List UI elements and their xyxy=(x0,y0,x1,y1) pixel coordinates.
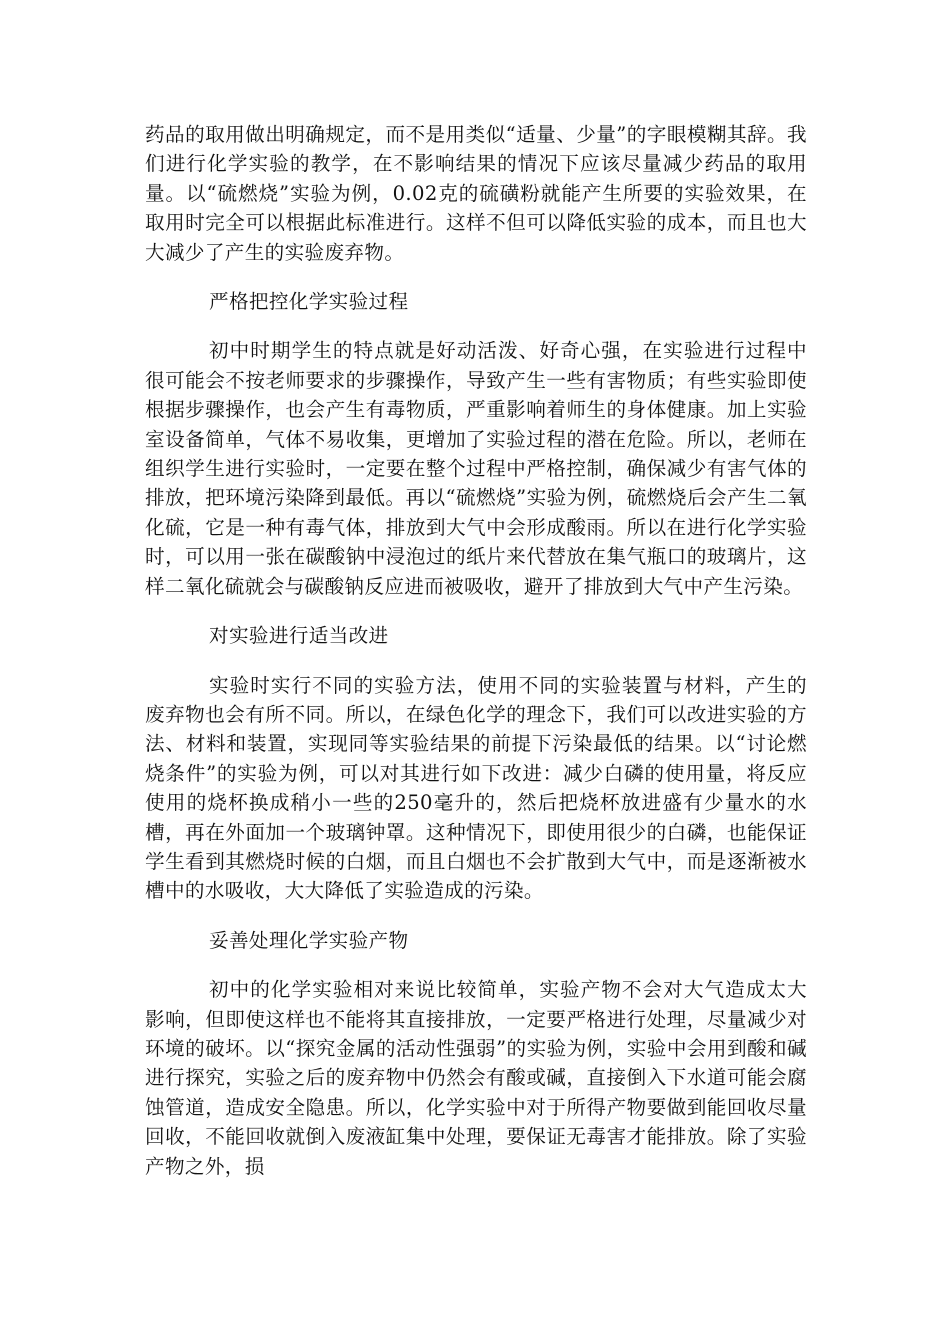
section-heading-handle-products: 妥善处理化学实验产物 xyxy=(209,928,409,952)
paragraph-handle-products: 初中的化学实验相对来说比较简单，实验产物不会对大气造成太大影响，但即使这样也不能将其直接排放，一定要严格进行处理，尽量减少对环境的破坏。以“探究金属的活动性强弱”的实验为例，实验中会用到酸和碱进行探究，实验之后的废弃物中仍然会有酸或碱，直接倒入下水道可能会腐蚀管道，造成安全隐患。所以，化学实验中对于所得产物要做到能回收尽量回收，不能回收就倒入废液缸集中处理，要保证无毒害才能排放。除了实验产物之外，损 xyxy=(145,978,807,1178)
section-heading-improve-experiment: 对实验进行适当改进 xyxy=(209,624,389,648)
document-body xyxy=(145,120,807,1181)
paragraph-improve-experiment: 实验时实行不同的实验方法，使用不同的实验装置与材料，产生的废弃物也会有所不同。所以，在绿色化学的理念下，我们可以改进实验的方法、材料和装置，实现同等实验结果的前提下污染最低的结果。以“讨论燃烧条件”的实验为例，可以对其进行如下改进：减少白磷的使用量，将反应使用的烧杯换成稍小一些的250毫升的，然后把烧杯放进盛有少量水的水槽，再在外面加一个玻璃钟罩。这种情况下，即使用很少的白磷，也能保证学生看到其燃烧时候的白烟，而且白烟也不会扩散到大气中，而是逐渐被水槽中的水吸收，大大降低了实验造成的污染。 xyxy=(145,673,807,903)
paragraph-reagent-usage: 药品的取用做出明确规定，而不是用类似“适量、少量”的字眼模糊其辞。我们进行化学实验的教学，在不影响结果的情况下应该尽量减少药品的取用量。以“硫燃烧”实验为例，0.02克的硫磺粉就能产生所要的实验效果，在取用时完全可以根据此标准进行。这样不但可以降低实验的成本，而且也大大减少了产生的实验废弃物。 xyxy=(145,123,807,264)
section-heading-control-process: 严格把控化学实验过程 xyxy=(209,290,409,314)
paragraph-control-process: 初中时期学生的特点就是好动活泼、好奇心强，在实验进行过程中很可能会不按老师要求的步骤操作，导致产生一些有害物质；有些实验即使根据步骤操作，也会产生有毒物质，严重影响着师生的身体健康。加上实验室设备简单，气体不易收集，更增加了实验过程的潜在危险。所以，老师在组织学生进行实验时，一定要在整个过程中严格控制，确保减少有害气体的排放，把环境污染降到最低。再以“硫燃烧”实验为例，硫燃烧后会产生二氧化硫，它是一种有毒气体，排放到大气中会形成酸雨。所以在进行化学实验时，可以用一张在碳酸钠中浸泡过的纸片来代替放在集气瓶口的玻璃片，这样二氧化硫就会与碳酸钠反应进而被吸收，避开了排放到大气中产生污染。 xyxy=(145,339,807,598)
